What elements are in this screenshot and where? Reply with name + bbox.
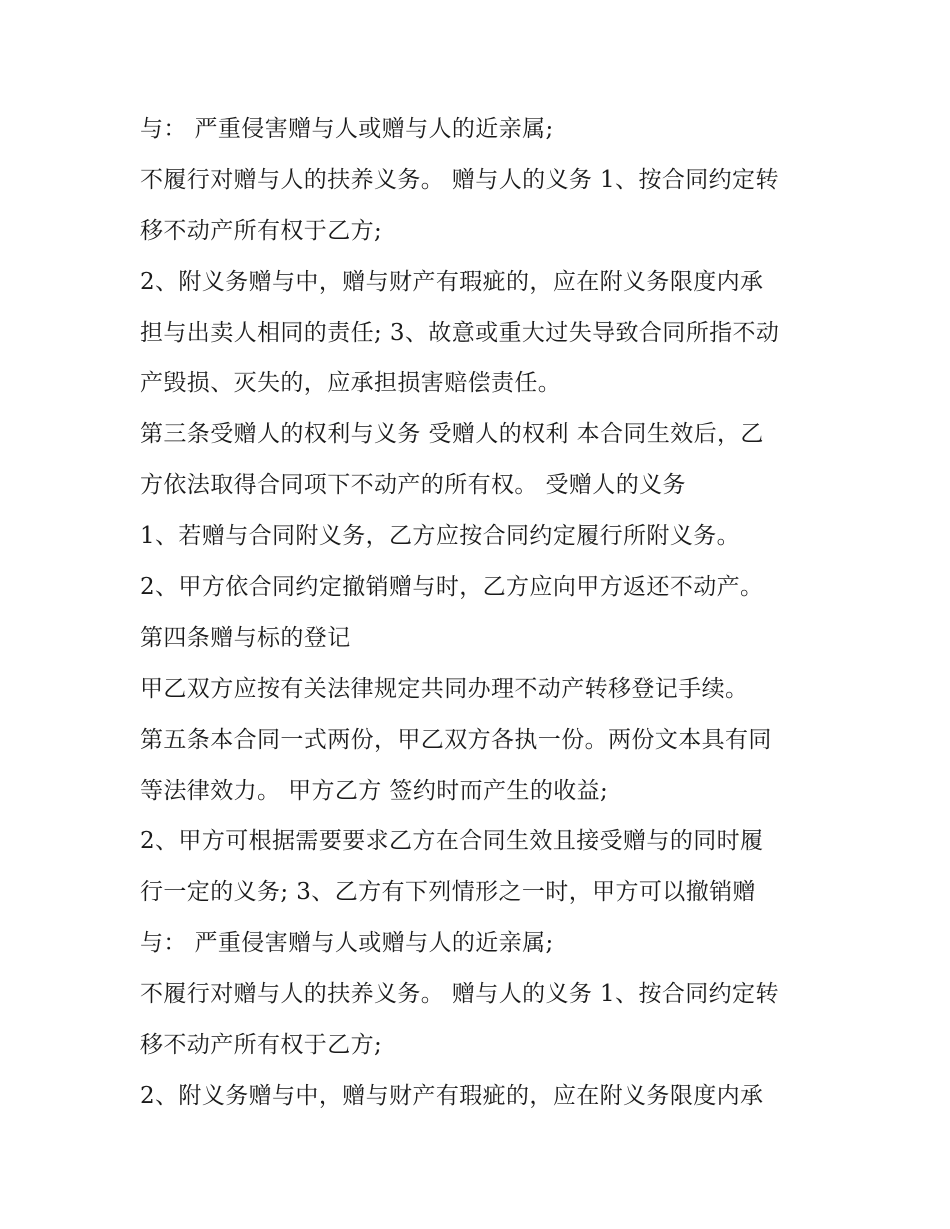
text-line: 产毁损、灭失的，应承担损害赔偿责任。 [140,370,562,397]
text-line: 甲乙双方应按有关法律规定共同办理不动产转移登记手续。 [140,675,749,702]
text-line: 不履行对赠与人的扶养义务。 赠与人的义务 1、按合同约定转 [140,166,779,193]
document-body [140,104,840,1122]
text-line: 行一定的义务; 3、乙方有下列情形之一时，甲方可以撤销赠 [140,879,756,906]
text-line: 移不动产所有权于乙方; [140,1032,383,1059]
text-line: 2、甲方可根据需要要求乙方在合同生效且接受赠与的同时履 [140,828,764,855]
text-line: 与： 严重侵害赠与人或赠与人的近亲属; [140,930,554,957]
text-line: 2、附义务赠与中，赠与财产有瑕疵的，应在附义务限度内承 [140,1082,764,1109]
text-line: 不履行对赠与人的扶养义务。 赠与人的义务 1、按合同约定转 [140,981,779,1008]
text-line: 方依法取得合同项下不动产的所有权。 受赠人的义务 [140,472,686,499]
text-line: 担与出卖人相同的责任; 3、故意或重大过失导致合同所指不动 [140,319,780,346]
text-line: 等法律效力。 甲方乙方 签约时而产生的收益; [140,777,609,804]
section-heading-article-3: 第三条受赠人的权利与义务 受赠人的权利 本合同生效后，乙 [140,421,764,448]
section-heading-article-5: 第五条本合同一式两份，甲乙双方各执一份。两份文本具有同 [140,726,772,753]
text-line: 与： 严重侵害赠与人或赠与人的近亲属; [140,116,554,142]
section-heading-article-4: 第四条赠与标的登记 [140,624,351,651]
text-line: 2、附义务赠与中，赠与财产有瑕疵的，应在附义务限度内承 [140,268,764,295]
text-line: 移不动产所有权于乙方; [140,217,383,244]
text-line: 2、甲方依合同约定撤销赠与时，乙方应向甲方返还不动产。 [140,574,764,601]
text-line: 1、若赠与合同附义务，乙方应按合同约定履行所附义务。 [140,523,741,550]
